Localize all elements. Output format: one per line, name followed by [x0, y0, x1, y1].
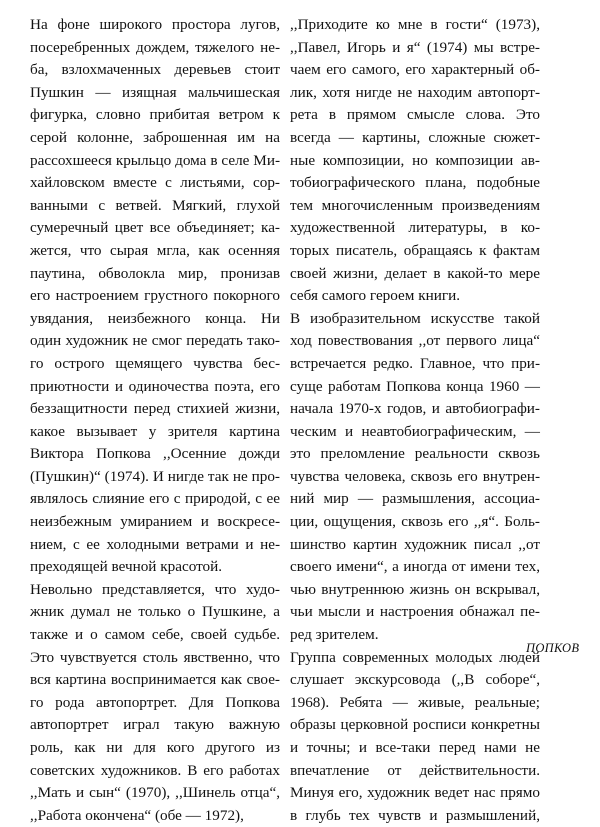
text-line: один художник не смог передать тако- — [30, 332, 280, 350]
text-line: его настроением грустного покорного — [30, 287, 280, 305]
text-line: рассохшееся крыльцо дома в селе Ми- — [30, 151, 280, 169]
text-line: нием, с ее холодными ветрами и не- — [30, 535, 280, 553]
text-line: своей жизни, делает в какой-то мере — [290, 264, 540, 282]
text-line: го острого щемящего чувства бес- — [30, 354, 280, 372]
text-line: серой колонне, заброшенная им на — [30, 128, 280, 146]
text-line: Виктора Попкова ,,Осенние дожди — [30, 445, 280, 463]
text-line: какое вызывает у зрителя картина — [30, 422, 280, 440]
text-line: советских художников. В его работах — [30, 761, 280, 779]
text-line: Это чувствуется столь явственно, что — [30, 648, 280, 666]
text-line: ,,Приходите ко мне в гости“ (1973), — [290, 16, 540, 33]
text-line: 1968). Ребята — живые, реальные; — [290, 693, 540, 711]
text-line: художественной литературы, в ко- — [290, 219, 540, 237]
text-line: встречается редко. Главное, что при- — [290, 354, 540, 372]
text-line: начала 1970-х годов, и автобиографи- — [290, 400, 540, 418]
text-line: в глубь тех чувств и размышлений, — [290, 806, 540, 824]
text-line: Невольно представляется, что худо- — [30, 580, 280, 598]
text-line: слушает экскурсовода (,,В соборе“, — [290, 671, 540, 689]
running-head: ПОПКОВ — [526, 641, 580, 655]
text-line: ний мир — размышления, ассоциа- — [290, 490, 540, 508]
text-line: Группа современных молодых людей — [290, 648, 540, 666]
text-line: неизбежным умиранием и воскресе- — [30, 513, 280, 531]
text-line: ции, ощущения, сквозь его ,,я“. Боль- — [290, 513, 540, 531]
text-line: беззащитности перед стихией жизни, — [30, 400, 280, 418]
text-line: ческим и неавтобиографическим, — — [290, 422, 540, 440]
text-line: Пушкин — изящная мальчишеская — [30, 83, 280, 101]
text-line: роль, как ни для кого другого из — [30, 739, 280, 756]
text-line: и точны; и все-таки перед нами не — [290, 739, 540, 756]
text-line: шинство картин художник писал ,,от — [290, 535, 540, 553]
text-line: являлось слияние его с природой, с ее — [30, 490, 280, 508]
text-line: жется, что сырая мгла, как осенняя — [30, 241, 280, 259]
text-line: увядания, неизбежного конца. Ни — [30, 309, 280, 327]
text-line: посеребренных дождем, тяжелого не- — [30, 38, 280, 56]
right-text-column — [290, 14, 540, 827]
text-line: торых писатель, обращаясь к фактам — [290, 241, 540, 259]
text-line: своего имени“, а иногда от имени тех, — [290, 558, 540, 576]
text-line: Минуя его, художник ведет нас прямо — [290, 784, 540, 802]
text-line: приютности и одиночества поэта, его — [30, 377, 280, 395]
text-line: ,,Мать и сын“ (1970), ,,Шинель отца“, — [30, 784, 280, 802]
left-text-column — [30, 14, 280, 827]
text-line: чью внутреннюю жизнь он вскрывал, — [290, 580, 540, 598]
text-line: ные композиции, но композиции ав- — [290, 151, 540, 169]
text-line: хайловском вместе с листьями, сор- — [30, 174, 280, 192]
text-line: ,,Павел, Игорь и я“ (1974) мы встре- — [290, 38, 540, 56]
text-line: В изобразительном искусстве такой — [290, 309, 540, 327]
text-line: всегда — картины, сложные сюжет- — [290, 128, 540, 146]
text-line: чьи мысли и настроения обнажал пе- — [290, 603, 540, 621]
text-line: лик, хотя нигде не находим автопорт- — [290, 83, 540, 101]
text-line: вся картина воспринимается как свое- — [30, 671, 280, 689]
text-line: преходящей вечной красотой. — [30, 558, 223, 576]
text-line: жник думал не только о Пушкине, а — [30, 603, 280, 621]
text-line: рета в прямом смысле слова. Это — [290, 106, 540, 124]
text-line: суще работам Попкова конца 1960 — — [290, 377, 540, 395]
text-line: ба, взлохмаченных деревьев стоит — [30, 61, 280, 79]
text-line: го рода автопортрет. Для Попкова — [30, 693, 280, 711]
text-line: также и о самом себе, своей судьбе. — [30, 626, 280, 644]
text-line: На фоне широкого простора лугов, — [30, 16, 280, 33]
text-line: это преломление реальности сквозь — [290, 445, 540, 463]
text-line: ванными с ветвей. Мягкий, глухой — [30, 196, 280, 214]
text-line: тобиографического плана, подобные — [290, 174, 540, 192]
text-line: фигурка, словно прибитая ветром к — [30, 106, 280, 124]
text-line: тем многочисленным произведениям — [290, 196, 540, 214]
text-line: чувства человека, сквозь его внутрен- — [290, 467, 540, 485]
text-line: паутина, обволокла мир, пронизав — [30, 264, 280, 282]
text-line: себя самого героем книги. — [290, 287, 460, 305]
text-line: ,,Работа окончена“ (обе — 1972), — [30, 806, 244, 824]
text-line: автопортрет играл такую важную — [30, 716, 280, 734]
text-line: впечатление от действительности. — [290, 761, 540, 779]
text-line: (Пушкин)“ (1974). И нигде так не про- — [30, 467, 280, 485]
text-line: чаем его самого, его характерный об- — [290, 61, 540, 79]
text-line: сумеречный цвет все объединяет; ка- — [30, 219, 280, 237]
text-line: образы церковной росписи конкретны — [290, 716, 540, 734]
text-line: ред зрителем. — [290, 626, 379, 644]
text-line: ход повествования ,,от первого лица“ — [290, 332, 540, 350]
